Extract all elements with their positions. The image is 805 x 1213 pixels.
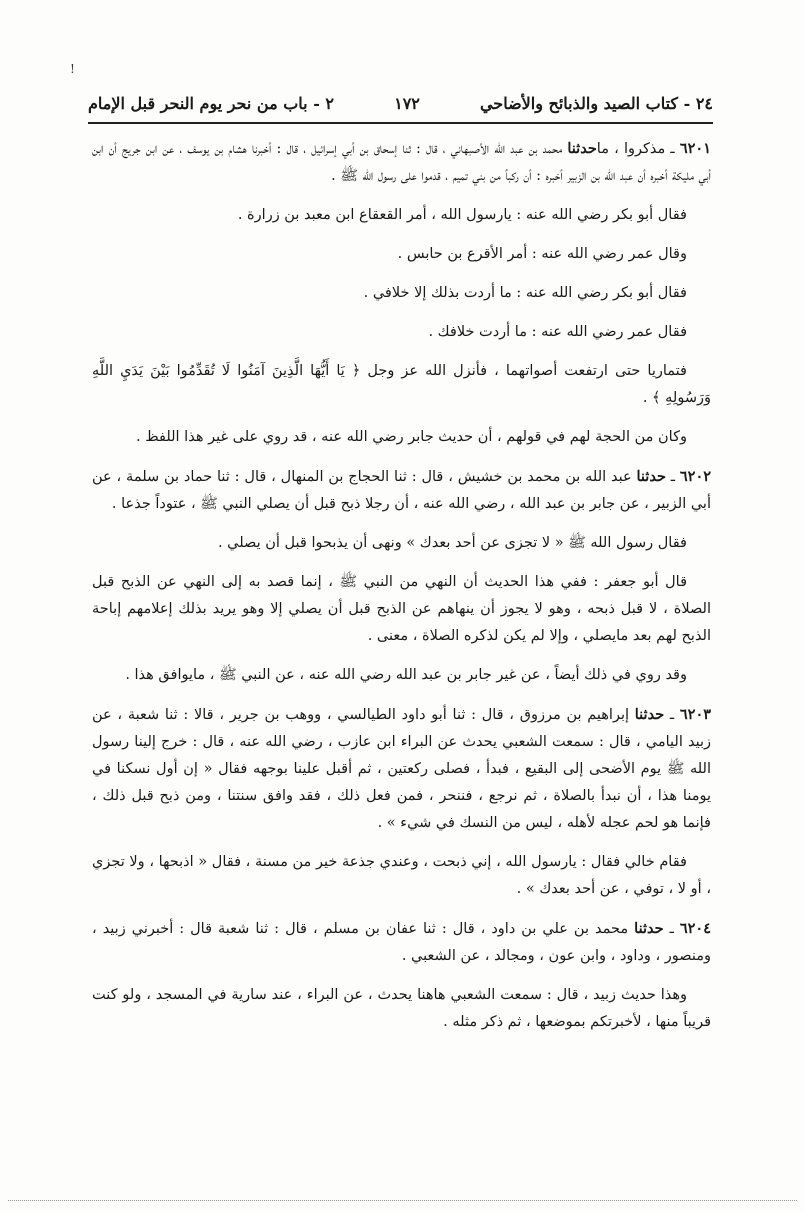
narration-keyword: حدثنا [567,140,597,157]
book-title: ٢٤ - كتاب الصيد والذبائح والأضاحي [479,93,713,113]
text-paragraph: فقام خالي فقال : يارسول الله ، إني ذبحت ، وعندي جذعة خير من مسنة ، فقال « اذبحها ، ولا تجزي ، أو لا ، توفي ، عن أحد بعدك » . [92,854,711,897]
text-paragraph: وقد روي في ذلك أيضاً ، عن غير جابر بن عبد الله رضي الله عنه ، عن النبي ﷺ ، مايوافق هذا . [125,667,687,683]
narration-keyword: حدثنا [634,706,665,723]
text-paragraph: وهذا حديث زبيد ، قال : سمعت الشعبي هاهنا يحدث ، عن البراء ، عند سارية في المسجد ، ولو كنت قريباً منها ، لأخبرتكم بموضعها ، ثم ذكر مثله . [92,987,711,1030]
hadith-paragraph [92,915,711,970]
hadith-number: ٦٢٠٤ [679,920,711,937]
narration-keyword: حدثنا [636,468,666,485]
hadith-prefix: ـ [669,921,674,937]
hadith-prefix: ـ مذكروا ، ما [596,141,675,157]
text-paragraph: فقال أبو بكر رضي الله عنه : يارسول الله ، أمر القعقاع ابن معبد بن زرارة . [237,207,687,223]
text-paragraph: فقال أبو بكر رضي الله عنه : ما أردت بذلك إلا خلافي . [363,285,687,301]
hadith-text: محمد بن علي بن داود ، قال : ثنا عفان بن مسلم ، قال : ثنا شعبة قال : أخبرني زبيد ، ومنصور ، وداود ، وابن عون ، ومجالد ، عن الشعبي . [92,921,711,964]
hadith-paragraph [92,701,711,837]
page-number: ١٧٢ [394,93,420,113]
hadith-paragraph [92,135,711,190]
text-paragraph: وقال عمر رضي الله عنه : أمر الأقرع بن حابس . [397,246,687,262]
hadith-text: عبد الله بن محمد بن خشيش ، قال : ثنا الحجاج بن المنهال ، قال : ثنا حماد بن سلمة ، عن أبي الزبير ، عن جابر بن عبد الله ، رضي الله عنه ، أن رجلا ذبح قبل أن يصلي النبي ﷺ ، عتوداً جذعا . [92,469,711,512]
hadith-number: ٦٢٠٣ [679,706,712,723]
hadith-text: إبراهيم بن مرزوق ، قال : ثنا أبو داود الطيالسي ، ووهب بن جرير ، قالا : ثنا شعبة ، عن زبيد اليامي ، قال : سمعت الشعبي يحدث عن البراء ابن عازب ، رضي الله عنه ، قال : خرج إلينا رسول الله ﷺ يوم الأضحى إلى البقيع ، فبدأ ، فصلى ركعتين ، ثم أقبل علينا بوجهه فقال « إن أول نسكنا في يومنا هذا ، أن نبدأ بالصلاة ، ثم نرجع ، فننحر ، فمن فعل ذلك ، فقد وافق سنتنا ، ومن ذبح قبل ذلك ، فإنما هو لحم عجله لأهله ، ليس من النسك في شيء » . [92,707,711,831]
chapter-title: ٢ - باب من نحر يوم النحر قبل الإمام [88,93,334,113]
hadith-number: ٦٢٠٢ [679,468,712,485]
narration-keyword: حدثنا [634,920,664,937]
quran-verse-paragraph: فتماريا حتى ارتفعت أصواتهما ، فأنزل الله عز وجل ﴿ يَا أَيُّهَا الَّذِينَ آمَنُوا لَا تُقَدِّمُوا بَيْنَ يَدَيِ اللَّهِ وَرَسُولِهِ ﴾ . [92,363,711,406]
running-header [88,88,713,118]
bottom-dotted-rule [8,1200,797,1201]
hadith-prefix: ـ [669,707,675,723]
text-paragraph: فقال عمر رضي الله عنه : ما أردت خلافك . [428,324,687,340]
hadith-text: محمد بن عبد الله الأصبهاني ، قال : ثنا إسحاق بن أبي إسرائيل ، قال : أخبرنا هشام بن يوسف ، عن ابن جريج أن ابن أبي مليكة أخبره أن عبد الله بن الزبير أخبره : أن ركباً من بني تميم ، قدموا على رسول الله ﷺ . [92,141,711,184]
hadith-prefix: ـ [670,469,676,485]
page-body [92,135,711,1078]
hadith-paragraph [92,463,711,518]
text-paragraph: فقال رسول الله ﷺ « لا تجزى عن أحد بعدك » ونهى أن يذبحوا قبل أن يصلي . [217,535,687,551]
commentary-paragraph: قال أبو جعفر : ففي هذا الحديث أن النهي من النبي ﷺ ، إنما قصد به إلى النهي عن الذبح قبل الصلاة ، لا قبل ذبحه ، وهو لا يجوز أن ينهاهم عن الذبح قبل أن يصلي إلا وهو يريد بذلك إعلامهم إباحة الذبح لهم بعد مايصلي ، وإلا لم يكن لذكره الصلاة ، معنى . [92,574,711,644]
text-paragraph: وكان من الحجة لهم في قولهم ، أن حديث جابر رضي الله عنه ، قد روي على غير هذا اللفظ . [136,429,687,445]
hadith-number: ٦٢٠١ [679,140,711,157]
header-rule [88,122,713,124]
corner-mark: ! [70,62,75,76]
